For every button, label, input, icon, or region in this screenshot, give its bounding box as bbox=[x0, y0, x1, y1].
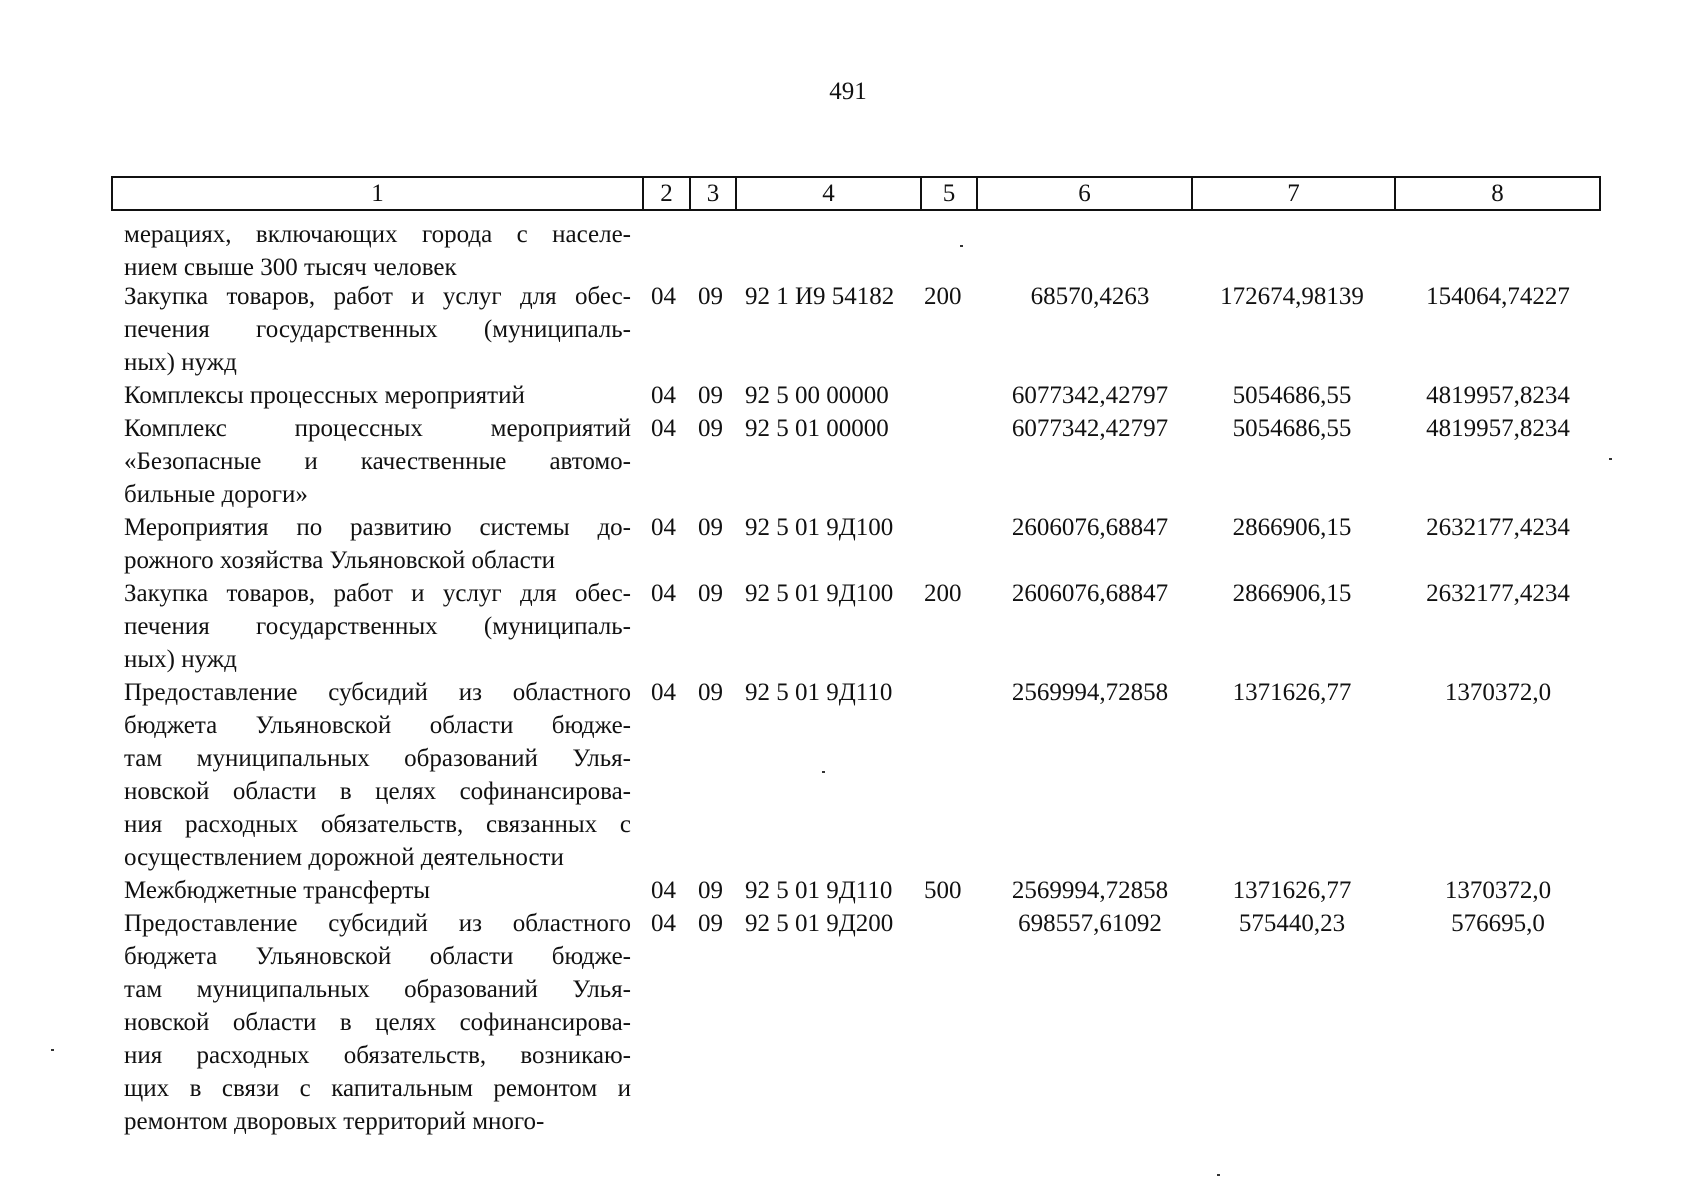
header-col-8: 8 bbox=[1394, 178, 1599, 209]
description-line: бюджета Ульяновской области бюдже- bbox=[124, 712, 631, 739]
scan-speck bbox=[960, 245, 963, 247]
row-description bbox=[124, 907, 631, 1138]
table-row bbox=[0, 577, 1696, 673]
cell-col-3: 09 bbox=[698, 877, 723, 904]
scan-speck bbox=[822, 771, 825, 773]
page-number: 491 bbox=[829, 78, 867, 105]
row-description bbox=[124, 412, 631, 511]
scan-speck bbox=[1217, 1174, 1220, 1176]
cell-col-2: 04 bbox=[651, 514, 676, 541]
header-col-4: 4 bbox=[735, 178, 920, 209]
table-row bbox=[0, 412, 1696, 508]
cell-col-4: 92 5 01 9Д100 bbox=[745, 514, 894, 541]
cell-col-7: 2866906,15 bbox=[1232, 514, 1352, 541]
description-line: щих в связи с капитальным ремонтом и bbox=[124, 1075, 631, 1102]
cell-col-7: 1371626,77 bbox=[1232, 679, 1352, 706]
scan-speck bbox=[1609, 458, 1612, 460]
cell-col-5: 200 bbox=[924, 580, 962, 607]
description-line: Предоставление субсидий из областного bbox=[124, 910, 631, 937]
cell-col-6: 2569994,72858 bbox=[1011, 877, 1169, 904]
header-col-2: 2 bbox=[642, 178, 689, 209]
cell-col-4: 92 5 01 9Д110 bbox=[745, 679, 893, 706]
cell-col-6: 6077342,42797 bbox=[1011, 415, 1169, 442]
row-description bbox=[124, 577, 631, 676]
description-line: мерациях, включающих города с населе- bbox=[124, 221, 631, 248]
description-line: новской области в целях софинансирова- bbox=[124, 1009, 631, 1036]
row-description bbox=[124, 676, 631, 874]
row-description bbox=[124, 379, 631, 412]
cell-col-6: 2606076,68847 bbox=[1011, 580, 1169, 607]
header-col-5: 5 bbox=[920, 178, 976, 209]
cell-col-7: 5054686,55 bbox=[1232, 382, 1352, 409]
description-line: ных) нужд bbox=[124, 349, 237, 376]
cell-col-3: 09 bbox=[698, 514, 723, 541]
row-description bbox=[124, 280, 631, 379]
description-line: бильные дороги» bbox=[124, 481, 308, 508]
description-line: ремонтом дворовых территорий много- bbox=[124, 1108, 545, 1135]
description-line: бюджета Ульяновской области бюдже- bbox=[124, 943, 631, 970]
cell-col-4: 92 5 01 00000 bbox=[745, 415, 889, 442]
table-row bbox=[0, 874, 1696, 904]
cell-col-8: 2632177,4234 bbox=[1426, 580, 1570, 607]
description-line: Закупка товаров, работ и услуг для обес- bbox=[124, 580, 631, 607]
row-description bbox=[124, 218, 631, 284]
cell-col-8: 154064,74227 bbox=[1426, 283, 1570, 310]
table-header bbox=[111, 176, 1601, 211]
cell-col-4: 92 5 01 9Д110 bbox=[745, 877, 893, 904]
table-row bbox=[0, 907, 1696, 1135]
description-line: ния расходных обязательств, связанных с bbox=[124, 811, 631, 838]
cell-col-6: 6077342,42797 bbox=[1011, 382, 1169, 409]
cell-col-4: 92 5 01 9Д200 bbox=[745, 910, 894, 937]
description-line: ных) нужд bbox=[124, 646, 237, 673]
description-line: ния расходных обязательств, возникаю- bbox=[124, 1042, 631, 1069]
cell-col-2: 04 bbox=[651, 910, 676, 937]
cell-col-7: 2866906,15 bbox=[1232, 580, 1352, 607]
description-line: рожного хозяйства Ульяновской области bbox=[124, 547, 556, 574]
description-line: новской области в целях софинансирова- bbox=[124, 778, 631, 805]
cell-col-5: 200 bbox=[924, 283, 962, 310]
description-line: Закупка товаров, работ и услуг для обес- bbox=[124, 283, 631, 310]
description-line: Мероприятия по развитию системы до- bbox=[124, 514, 631, 541]
cell-col-2: 04 bbox=[651, 415, 676, 442]
row-description bbox=[124, 874, 631, 907]
cell-col-5: 500 bbox=[924, 877, 962, 904]
cell-col-3: 09 bbox=[698, 382, 723, 409]
scan-speck bbox=[51, 1049, 54, 1051]
cell-col-6: 2569994,72858 bbox=[1011, 679, 1169, 706]
cell-col-2: 04 bbox=[651, 877, 676, 904]
cell-col-7: 5054686,55 bbox=[1232, 415, 1352, 442]
cell-col-6: 698557,61092 bbox=[1018, 910, 1162, 937]
description-line: нием свыше 300 тысяч человек bbox=[124, 254, 457, 281]
description-line: Комплекс процессных мероприятий bbox=[124, 415, 631, 442]
description-line: там муниципальных образований Улья- bbox=[124, 745, 631, 772]
description-line: печения государственных (муниципаль- bbox=[124, 613, 631, 640]
cell-col-4: 92 1 И9 54182 bbox=[745, 283, 895, 310]
cell-col-3: 09 bbox=[698, 415, 723, 442]
cell-col-8: 4819957,8234 bbox=[1426, 382, 1570, 409]
description-line: Межбюджетные трансферты bbox=[124, 877, 431, 904]
cell-col-2: 04 bbox=[651, 580, 676, 607]
cell-col-7: 1371626,77 bbox=[1232, 877, 1352, 904]
table-row bbox=[0, 379, 1696, 409]
header-col-6: 6 bbox=[976, 178, 1191, 209]
cell-col-8: 2632177,4234 bbox=[1426, 514, 1570, 541]
cell-col-6: 2606076,68847 bbox=[1011, 514, 1169, 541]
description-line: осуществлением дорожной деятельности bbox=[124, 844, 564, 871]
cell-col-3: 09 bbox=[698, 283, 723, 310]
cell-col-8: 1370372,0 bbox=[1444, 877, 1552, 904]
cell-col-3: 09 bbox=[698, 910, 723, 937]
header-col-7: 7 bbox=[1191, 178, 1394, 209]
cell-col-2: 04 bbox=[651, 382, 676, 409]
description-line: Предоставление субсидий из областного bbox=[124, 679, 631, 706]
description-line: там муниципальных образований Улья- bbox=[124, 976, 631, 1003]
table-row bbox=[0, 218, 1696, 281]
cell-col-8: 1370372,0 bbox=[1444, 679, 1552, 706]
cell-col-3: 09 bbox=[698, 679, 723, 706]
description-line: Комплексы процессных мероприятий bbox=[124, 382, 525, 409]
description-line: «Безопасные и качественные автомо- bbox=[124, 448, 631, 475]
cell-col-8: 4819957,8234 bbox=[1426, 415, 1570, 442]
cell-col-2: 04 bbox=[651, 283, 676, 310]
table-row bbox=[0, 676, 1696, 871]
description-line: печения государственных (муниципаль- bbox=[124, 316, 631, 343]
cell-col-2: 04 bbox=[651, 679, 676, 706]
cell-col-4: 92 5 01 9Д100 bbox=[745, 580, 894, 607]
cell-col-7: 575440,23 bbox=[1238, 910, 1346, 937]
header-col-1: 1 bbox=[371, 179, 384, 207]
cell-col-3: 09 bbox=[698, 580, 723, 607]
cell-col-8: 576695,0 bbox=[1451, 910, 1545, 937]
table-row bbox=[0, 280, 1696, 376]
row-description bbox=[124, 511, 631, 577]
cell-col-6: 68570,4263 bbox=[1030, 283, 1150, 310]
table-row bbox=[0, 511, 1696, 574]
cell-col-7: 172674,98139 bbox=[1220, 283, 1364, 310]
cell-col-4: 92 5 00 00000 bbox=[745, 382, 889, 409]
header-col-3: 3 bbox=[689, 178, 735, 209]
